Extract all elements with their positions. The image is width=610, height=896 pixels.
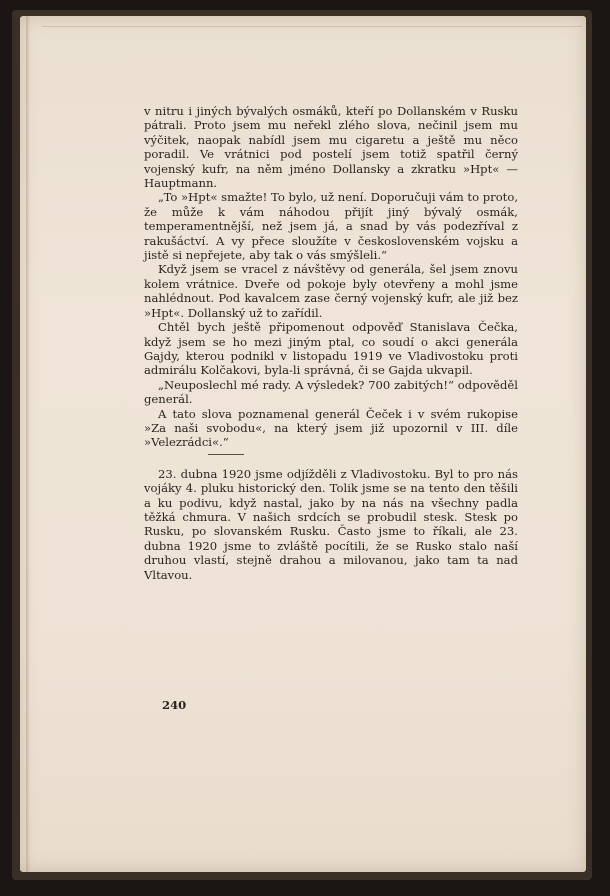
paragraph-group-bottom	[144, 467, 518, 582]
body-text	[144, 104, 518, 582]
section-divider	[208, 454, 244, 463]
paragraph: 23. dubna 1920 jsme odjížděli z Vladivostoku. Byl to pro nás vojáky 4. pluku historický den. Tolik jsme se na tento den těšili a ku podivu, když nastal, jako by na nás na všechny padla těžká chmura. V našich srdcích se probudil stesk. Stesk po Rusku, po slovanském Rusku. Často jsme to říkali, ale 23. dubna 1920 jsme to zvláště pocítili, že se Rusko stalo naší druhou vlastí, stejně drahou a milovanou, jako tam ta nad Vltavou.	[144, 466, 518, 582]
paragraph: „To »Hpt« smažte! To bylo, už není. Doporučuji vám to proto, že může k vám náhodou přijít jiný bývalý osmák, temperamentnější, než jsem já, a snad by vás podezříval z rakušáctví. A vy přece sloužíte v československém vojsku a jistě si nepřejete, aby tak o vás smýšleli.“	[144, 190, 519, 263]
paragraph: v nitru i jiných bývalých osmáků, kteří po Dollanském v Rusku pátrali. Proto jsem mu neřekl zlého slova, nečinil jsem mu výčitek, naopak nabídl jsem mu cigaretu a ještě mu něco poradil. Ve vrátnici pod postelí jsem totiž spatřil černý vojenský kufr, na něm jméno Dollansky a zkratku »Hpt« — Hauptmann.	[144, 104, 518, 191]
paragraph: „Neuposlechl mé rady. A výsledek? 700 zabitých!“ odpověděl generál.	[144, 377, 518, 407]
paragraph: Když jsem se vracel z návštěvy od generála, šel jsem znovu kolem vrátnice. Dveře od pokoje byly otevřeny a mohl jsme nahlédnout. Pod kavalcem zase černý vojenský kufr, ale již bez »Hpt«. Dollanský už to zařídil.	[144, 262, 518, 320]
paragraph: A tato slova poznamenal generál Čeček i v svém rukopise »Za naši svobodu«, na který jsem již upozornil v III. díle »Velezrádci«.“	[144, 406, 518, 450]
paragraph: Chtěl bych ještě připomenout odpověď Stanislava Čečka, když jsem se ho mezi jiným ptal, co soudí o akci generála Gajdy, kterou podnikl v listopadu 1919 ve Vladivostoku proti admirálu Kolčakovi, byla-li správná, či se Gajda ukvapil.	[144, 320, 518, 378]
paragraph-group-top	[144, 104, 518, 450]
page-number: 240	[162, 698, 187, 712]
